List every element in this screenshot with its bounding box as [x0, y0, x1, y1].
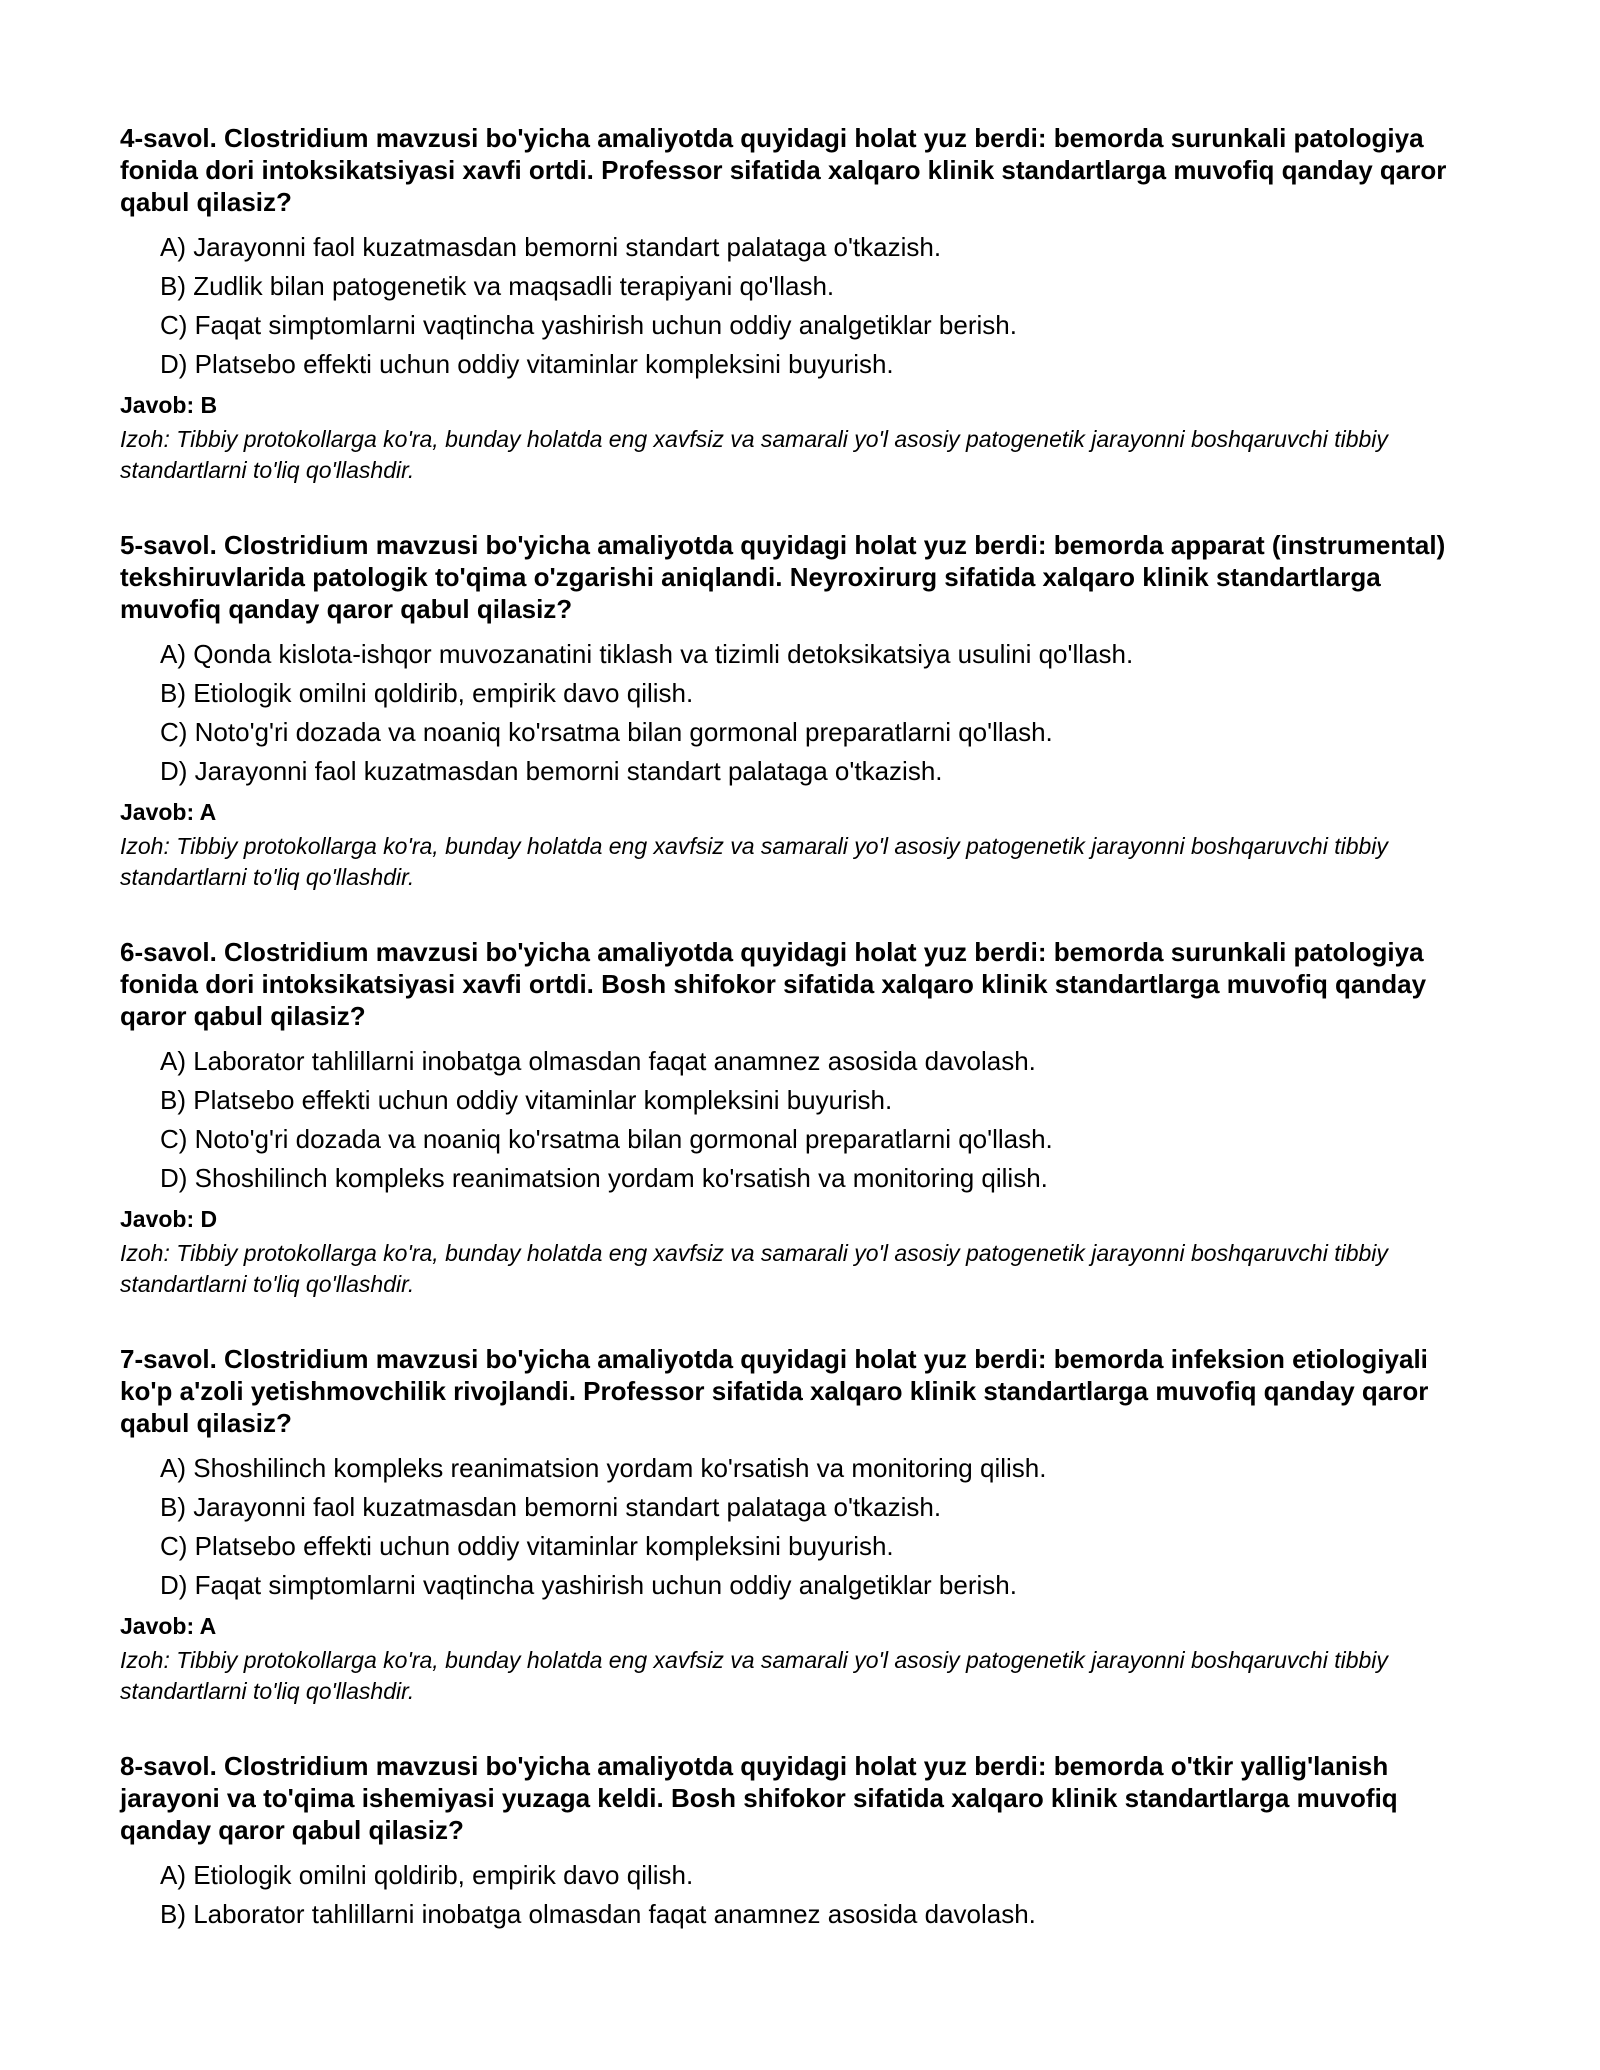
answer-label: Javob: B: [120, 392, 218, 418]
answer-label: Javob: A: [120, 1613, 217, 1639]
options-list: [120, 635, 1465, 791]
option-c: C) Noto'g'ri dozada va noaniq ko'rsatma bilan gormonal preparatlarni qo'llash.: [160, 717, 1053, 747]
question-5: [120, 529, 1465, 893]
question-4: [120, 122, 1465, 486]
option-c: C) Platsebo effekti uchun oddiy vitaminlar kompleksini buyurish.: [160, 1531, 894, 1561]
question-title: 7-savol. Clostridium mavzusi bo'yicha amaliyotda quyidagi holat yuz berdi: bemorda infeksion etiologiyali ko'p a'zoli yetishmovchilik rivojlandi. Professor sifatida xalqaro klinik standartlarga muvofiq qanday qaror qabul qilasiz?: [120, 1344, 1429, 1438]
options-list: [120, 228, 1465, 384]
option-d: D) Jarayonni faol kuzatmasdan bemorni standart palataga o'tkazish.: [160, 756, 943, 786]
explanation-note: Izoh: Tibbiy protokollarga ko'ra, bunday holatda eng xavfsiz va samarali yo'l asosiy patogenetik jarayonni boshqaruvchi tibbiy standartlarni to'liq qo'llashdir.: [120, 1240, 1388, 1297]
answer-label: Javob: A: [120, 799, 217, 825]
option-b: B) Etiologik omilni qoldirib, empirik davo qilish.: [160, 678, 694, 708]
options-list: [120, 1042, 1465, 1198]
document-page: [120, 122, 1465, 1977]
explanation-note: Izoh: Tibbiy protokollarga ko'ra, bunday holatda eng xavfsiz va samarali yo'l asosiy patogenetik jarayonni boshqaruvchi tibbiy standartlarni to'liq qo'llashdir.: [120, 1647, 1388, 1704]
question-7: [120, 1343, 1465, 1707]
options-list: [120, 1449, 1465, 1605]
question-title: 8-savol. Clostridium mavzusi bo'yicha amaliyotda quyidagi holat yuz berdi: bemorda o'tkir yallig'lanish jarayoni va to'qima ishemiyasi yuzaga keldi. Bosh shifokor sifatida xalqaro klinik standartlarga muvofiq qanday qaror qabul qilasiz?: [120, 1751, 1398, 1845]
option-b: B) Zudlik bilan patogenetik va maqsadli terapiyani qo'llash.: [160, 271, 835, 301]
options-list: [120, 1856, 1465, 1934]
option-a: A) Laborator tahlillarni inobatga olmasdan faqat anamnez asosida davolash.: [160, 1046, 1036, 1076]
option-c: C) Faqat simptomlarni vaqtincha yashirish uchun oddiy analgetiklar berish.: [160, 310, 1017, 340]
option-c: C) Noto'g'ri dozada va noaniq ko'rsatma bilan gormonal preparatlarni qo'llash.: [160, 1124, 1053, 1154]
explanation-note: Izoh: Tibbiy protokollarga ko'ra, bunday holatda eng xavfsiz va samarali yo'l asosiy patogenetik jarayonni boshqaruvchi tibbiy standartlarni to'liq qo'llashdir.: [120, 426, 1388, 483]
explanation-note: Izoh: Tibbiy protokollarga ko'ra, bunday holatda eng xavfsiz va samarali yo'l asosiy patogenetik jarayonni boshqaruvchi tibbiy standartlarni to'liq qo'llashdir.: [120, 833, 1388, 890]
option-b: B) Platsebo effekti uchun oddiy vitaminlar kompleksini buyurish.: [160, 1085, 893, 1115]
option-a: A) Jarayonni faol kuzatmasdan bemorni standart palataga o'tkazish.: [160, 232, 942, 262]
option-a: A) Etiologik omilni qoldirib, empirik davo qilish.: [160, 1860, 694, 1890]
question-8: [120, 1750, 1465, 1934]
option-d: D) Platsebo effekti uchun oddiy vitaminlar kompleksini buyurish.: [160, 349, 894, 379]
option-b: B) Jarayonni faol kuzatmasdan bemorni standart palataga o'tkazish.: [160, 1492, 942, 1522]
question-6: [120, 936, 1465, 1300]
option-d: D) Shoshilinch kompleks reanimatsion yordam ko'rsatish va monitoring qilish.: [160, 1163, 1048, 1193]
option-a: A) Shoshilinch kompleks reanimatsion yordam ko'rsatish va monitoring qilish.: [160, 1453, 1047, 1483]
question-title: 4-savol. Clostridium mavzusi bo'yicha amaliyotda quyidagi holat yuz berdi: bemorda surunkali patologiya fonida dori intoksikatsiyasi xavfi ortdi. Professor sifatida xalqaro klinik standartlarga muvofiq qanday qaror qabul qilasiz?: [120, 123, 1447, 217]
question-title: 6-savol. Clostridium mavzusi bo'yicha amaliyotda quyidagi holat yuz berdi: bemorda surunkali patologiya fonida dori intoksikatsiyasi xavfi ortdi. Bosh shifokor sifatida xalqaro klinik standartlarga muvofiq qanday qaror qabul qilasiz?: [120, 937, 1427, 1031]
answer-label: Javob: D: [120, 1206, 218, 1232]
option-d: D) Faqat simptomlarni vaqtincha yashirish uchun oddiy analgetiklar berish.: [160, 1570, 1017, 1600]
question-title: 5-savol. Clostridium mavzusi bo'yicha amaliyotda quyidagi holat yuz berdi: bemorda apparat (instrumental) tekshiruvlarida patologik to'qima o'zgarishi aniqlandi. Neyroxirurg sifatida xalqaro klinik standartlarga muvofiq qanday qaror qabul qilasiz?: [120, 530, 1446, 624]
option-a: A) Qonda kislota-ishqor muvozanatini tiklash va tizimli detoksikatsiya usulini qo'llash.: [160, 639, 1134, 669]
option-b: B) Laborator tahlillarni inobatga olmasdan faqat anamnez asosida davolash.: [160, 1899, 1036, 1929]
